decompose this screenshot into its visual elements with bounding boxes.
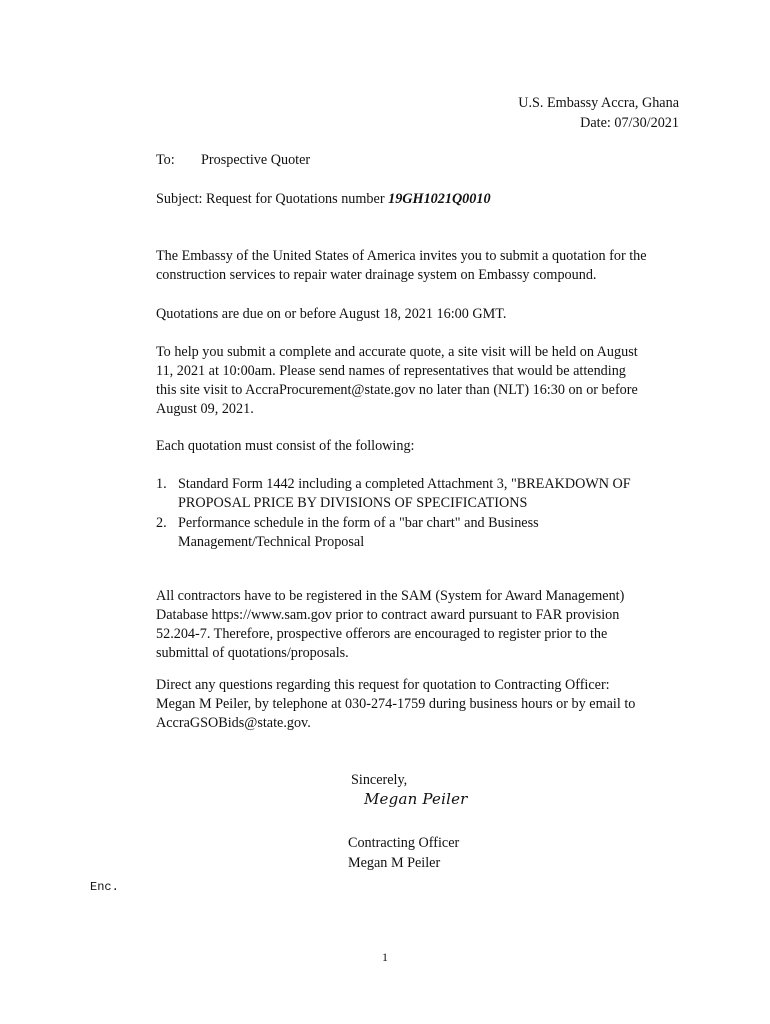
page-number: 1 xyxy=(382,950,388,964)
intro-paragraph xyxy=(156,247,696,285)
site-visit-line: August 09, 2021. xyxy=(156,401,254,417)
list-line: Standard Form 1442 including a completed Attachment 3, "BREAKDOWN OF xyxy=(178,476,631,492)
questions-line: Megan M Peiler, by telephone at 030-274-1759 during business hours or by email to xyxy=(156,696,636,712)
salutation: Sincerely, xyxy=(351,772,408,788)
handwritten-signature: Megan Peiler xyxy=(364,790,468,808)
sam-line: 52.204-7. Therefore, prospective offerors are encouraged to register prior to the xyxy=(156,626,608,642)
list-line: Management/Technical Proposal xyxy=(178,534,365,550)
sender-location: U.S. Embassy Accra, Ghana xyxy=(518,95,679,111)
site-visit-line: this site visit to AccraProcurement@state.gov no later than (NLT) 16:30 on or before xyxy=(156,382,638,398)
list-item xyxy=(156,475,696,513)
list-number: 1. xyxy=(156,476,167,492)
subject-prefix: Subject: Request for Quotations number xyxy=(156,191,389,207)
sam-line: submittal of quotations/proposals. xyxy=(156,645,349,661)
list-number: 2. xyxy=(156,515,167,531)
sam-paragraph xyxy=(156,587,696,663)
questions-paragraph xyxy=(156,676,696,733)
intro-line: construction services to repair water drainage system on Embassy compound. xyxy=(156,267,597,283)
requirements-list xyxy=(156,475,696,552)
signer-name: Megan M Peiler xyxy=(348,855,441,871)
site-visit-line: 11, 2021 at 10:00am. Please send names of representatives that would be attending xyxy=(156,363,626,379)
list-item xyxy=(156,514,696,552)
site-visit-line: To help you submit a complete and accurate quote, a site visit will be held on August xyxy=(156,344,638,360)
due-paragraph: Quotations are due on or before August 18, 2021 16:00 GMT. xyxy=(156,306,507,322)
rfq-number: 19GH1021Q0010 xyxy=(388,191,491,207)
to-recipient: Prospective Quoter xyxy=(201,152,311,168)
sam-line: All contractors have to be registered in the SAM (System for Award Management) xyxy=(156,588,625,604)
intro-line: The Embassy of the United States of America invites you to submit a quotation for the xyxy=(156,248,647,264)
site-visit-paragraph xyxy=(156,343,696,419)
signer-title: Contracting Officer xyxy=(348,835,460,851)
list-line: PROPOSAL PRICE BY DIVISIONS OF SPECIFICATIONS xyxy=(178,495,528,511)
questions-line: Direct any questions regarding this request for quotation to Contracting Officer: xyxy=(156,677,610,693)
subject-line xyxy=(156,190,491,209)
to-label: To: xyxy=(156,152,175,168)
enclosure-note: Enc. xyxy=(90,880,119,894)
questions-line: AccraGSOBids@state.gov. xyxy=(156,715,311,731)
sam-line: Database https://www.sam.gov prior to contract award pursuant to FAR provision xyxy=(156,607,620,623)
list-line: Performance schedule in the form of a "bar chart" and Business xyxy=(178,515,539,531)
letter-date: Date: 07/30/2021 xyxy=(580,115,679,131)
consist-paragraph: Each quotation must consist of the following: xyxy=(156,438,415,454)
